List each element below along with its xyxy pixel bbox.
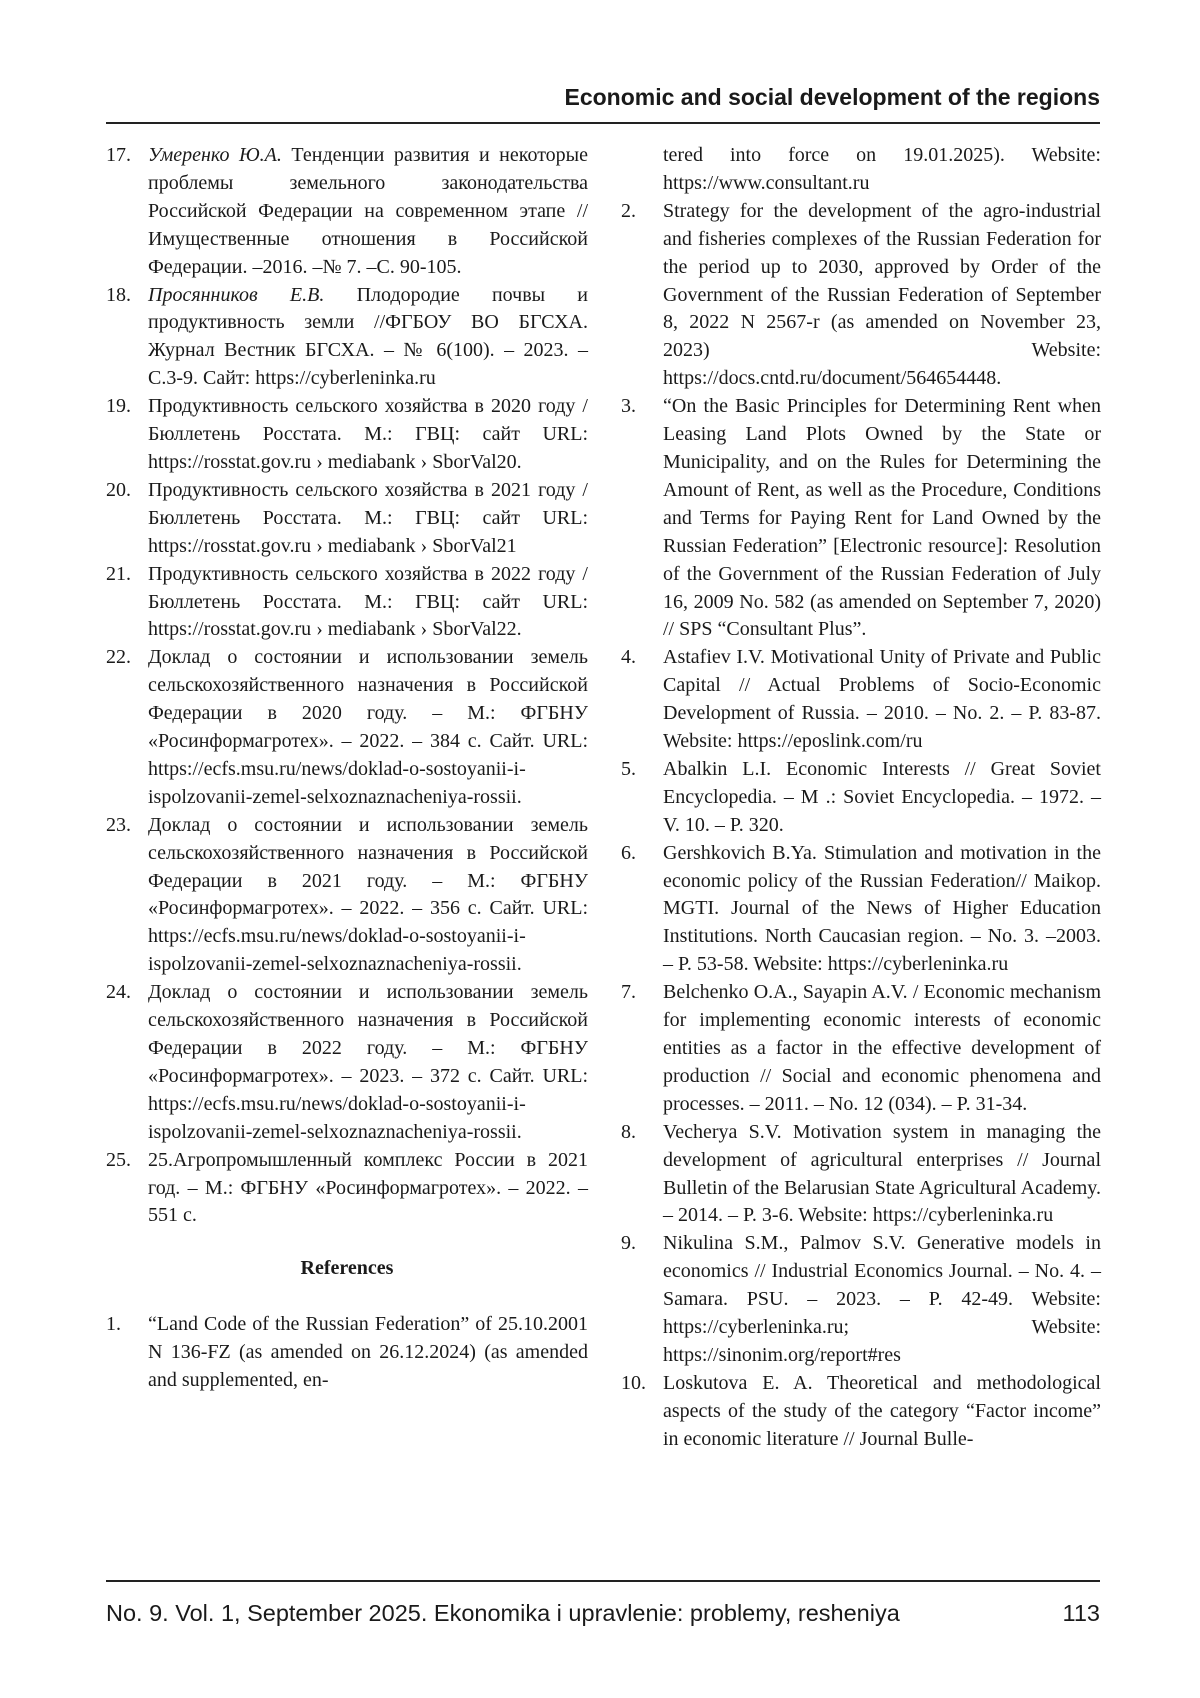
- reference-item: [621, 393, 1101, 644]
- reference-text: “On the Basic Principles for Determining Rent when Leasing Land Plots Owned by the State or Municipality, and on the Rules for Determining the Amount of Rent, as well as the Procedure, Conditions and Terms for Paying Rent for Land Owned by the Russian Federation” [Electronic resource]: Resolution of the Government of the Russian Federation of July 16, 2009 No. 582 (as amended on September 7, 2020) // SPS “Consultant Plus”.: [663, 395, 1101, 641]
- reference-item: [621, 1230, 1101, 1370]
- reference-text: Astafiev I.V. Motivational Unity of Private and Public Capital // Actual Problems of Socio-Economic Development of Russia. – 2010. – No. 2. – P. 83-87. Website: https://eposlink.com/ru: [663, 646, 1101, 753]
- reference-item: [106, 1311, 588, 1395]
- reference-item: [621, 840, 1101, 980]
- reference-text: Nikulina S.M., Palmov S.V. Generative models in economics // Industrial Economics Journal. – No. 4. – Samara. PSU. – 2023. – P. 42-49. Website: https://cyberleninka.ru; Website: https://sinonim.org/report#res: [663, 1232, 1101, 1366]
- reference-number: 25.: [106, 1148, 131, 1171]
- reference-item: [106, 282, 588, 394]
- reference-number: 8.: [621, 1120, 636, 1143]
- reference-text: Abalkin L.I. Economic Interests // Great Soviet Encyclopedia. – M .: Soviet Encyclopedia. – 1972. – V. 10. – P. 320.: [663, 757, 1101, 836]
- reference-author: Умеренко Ю.А.: [148, 144, 282, 166]
- reference-item: [106, 393, 588, 477]
- reference-text: Vecherya S.V. Motivation system in managing the development of agricultural enterprises // Journal Bulletin of the Belarusian State Agricultural Academy. – 2014. – P. 3-6. Website: https://cyberleninka.ru: [663, 1120, 1101, 1227]
- left-column: [106, 142, 588, 1395]
- reference-number: 4.: [621, 646, 636, 669]
- running-header: [106, 78, 1100, 124]
- reference-text: Strategy for the development of the agro-industrial and fisheries complexes of the Russian Federation for the period up to 2030, approved by Order of the Government of the Russian Federation of September 8, 2022 N 2567-r (as amended on November 23, 2023) Website: https://docs.cntd.ru/document/564654448.: [663, 199, 1101, 390]
- reference-text: 25.Агропромышленный комплекс России в 2021 год. – М.: ФГБНУ «Росинформагротех». – 2022. – 551 с.: [148, 1148, 588, 1227]
- reference-number: 18.: [106, 283, 131, 306]
- reference-number: 3.: [621, 395, 636, 418]
- reference-text: Доклад о состоянии и использовании земель сельскохозяйственного назначения в Российской Федерации в 2021 году. – М.: ФГБНУ «Росинформагротех». – 2022. – 356 с. Сайт. URL: https://ecfs.msu.ru/news/doklad-o-sostoyanii-i-ispolzovanii-zemel-selxoznaznacheniya-rossii.: [148, 813, 588, 976]
- reference-text: Belchenko O.A., Sayapin A.V. / Economic mechanism for implementing economic interests of economic entities as a factor in the effective development of production // Social and economic phenomena and processes. – 2011. – No. 12 (034). – P. 31-34.: [663, 981, 1101, 1115]
- reference-number: 6.: [621, 841, 636, 864]
- reference-item: [106, 142, 588, 282]
- reference-item: [106, 644, 588, 811]
- reference-item: [621, 979, 1101, 1119]
- reference-item: [106, 812, 588, 979]
- reference-number: 23.: [106, 813, 131, 836]
- reference-number: 2.: [621, 199, 636, 222]
- reference-number: 20.: [106, 478, 131, 501]
- reference-text: Умеренко Ю.А. Тенденции развития и некоторые проблемы земельного законодательства Российской Федерации на современном этапе // Имущественные отношения в Российской Федерации. –2016. –№ 7. –С. 90-105.: [148, 144, 588, 278]
- reference-author: Просянников Е.В.: [148, 283, 325, 306]
- reference-item: [621, 644, 1101, 756]
- reference-item: [106, 1147, 588, 1231]
- reference-text: Продуктивность сельского хозяйства в 2020 году / Бюллетень Росстата. М.: ГВЦ: сайт URL: https://rosstat.gov.ru › mediabank › SborVal20.: [148, 395, 588, 473]
- reference-item: [106, 979, 588, 1146]
- header-title: Economic and social development of the regions: [564, 84, 1100, 110]
- reference-number: 1.: [106, 1313, 121, 1336]
- reference-text: Доклад о состоянии и использовании земель сельскохозяйственного назначения в Российской Федерации в 2022 году. – М.: ФГБНУ «Росинформагротех». – 2023. – 372 с. Сайт. URL: https://ecfs.msu.ru/news/doklad-o-sostoyanii-i-ispolzovanii-zemel-selxoznaznacheniya-rossii.: [148, 981, 588, 1143]
- reference-number: 10.: [621, 1371, 646, 1394]
- reference-number: 17.: [106, 144, 131, 166]
- reference-number: 9.: [621, 1232, 636, 1255]
- reference-text: Продуктивность сельского хозяйства в 2021 году / Бюллетень Росстата. М.: ГВЦ: сайт URL: https://rosstat.gov.ru › mediabank › SborVal21: [148, 478, 588, 557]
- reference-item: [621, 1119, 1101, 1231]
- reference-number: 24.: [106, 981, 131, 1004]
- reference-text: Просянников Е.В. Плодородие почвы и продуктивность земли //ФГБОУ ВО БГСХА. Журнал Вестник БГСХА. – № 6(100). – 2023. – С.3-9. Сайт: https://cyberleninka.ru: [148, 283, 589, 390]
- reference-item: [621, 1370, 1101, 1454]
- reference-continuation: tered into force on 19.01.2025). Website: https://www.consultant.ru: [663, 144, 1101, 194]
- reference-item: [106, 561, 588, 645]
- reference-item: [621, 198, 1101, 393]
- reference-number: 7.: [621, 981, 636, 1004]
- reference-number: 21.: [106, 562, 131, 585]
- reference-text: Доклад о состоянии и использовании земель сельскохозяйственного назначения в Российской Федерации в 2020 году. – М.: ФГБНУ «Росинформагротех». – 2022. – 384 с. Сайт. URL: https://ecfs.msu.ru/news/doklad-o-sostoyanii-i-ispolzovanii-zemel-selxoznaznacheniya-rossii.: [148, 646, 588, 808]
- reference-item: [621, 756, 1101, 840]
- reference-text: Gershkovich B.Ya. Stimulation and motivation in the economic policy of the Russian Federation// Maikop. MGTI. Journal of the News of Higher Education Institutions. North Caucasian region. – No. 3. –2003. – P. 53-58. Website: https://cyberleninka.ru: [663, 841, 1101, 976]
- right-column: [621, 142, 1101, 1454]
- reference-number: 5.: [621, 757, 636, 780]
- page-number: 113: [1062, 1600, 1100, 1626]
- journal-citation: No. 9. Vol. 1, September 2025. Ekonomika i upravlenie: problemy, resheniya: [106, 1600, 900, 1626]
- reference-number: 22.: [106, 646, 131, 669]
- reference-number: 19.: [106, 395, 131, 418]
- reference-text: “Land Code of the Russian Federation” of 25.10.2001 N 136-FZ (as amended on 26.12.2024) (as amended and supplemented, en-: [148, 1313, 588, 1392]
- reference-text: Loskutova E. A. Theoretical and methodological aspects of the study of the category “Factor income” in economic literature // Journal Bulle-: [663, 1371, 1101, 1450]
- running-footer: [106, 1580, 1100, 1626]
- references-heading: References: [300, 1257, 394, 1280]
- reference-text: Продуктивность сельского хозяйства в 2022 году / Бюллетень Росстата. М.: ГВЦ: сайт URL: https://rosstat.gov.ru › mediabank › SborVal22.: [148, 562, 588, 641]
- reference-item: [106, 477, 588, 561]
